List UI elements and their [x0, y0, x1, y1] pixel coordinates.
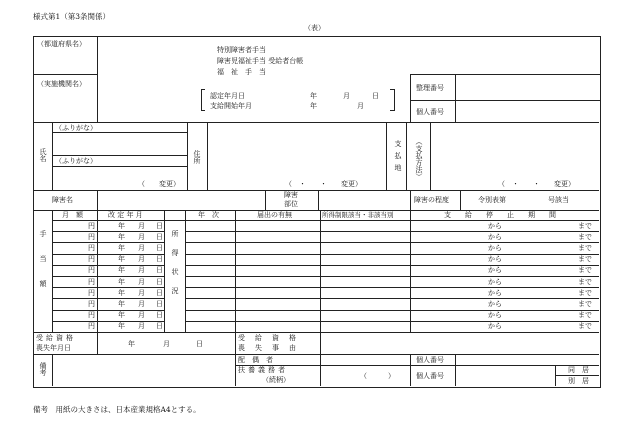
row-year: 年: [118, 288, 125, 297]
relation-label: （続柄）: [262, 376, 290, 384]
allowance-vertical: 手当額: [39, 230, 47, 305]
row-yen: 円: [88, 243, 95, 252]
row-from: から: [488, 266, 502, 275]
row-year: 年: [118, 277, 125, 286]
row-month: 月: [138, 288, 145, 297]
disability-name-label: 障害名: [52, 196, 73, 204]
row-month: 月: [138, 322, 145, 331]
row-year: 年: [118, 322, 125, 331]
cert-date-label: 認定年月日: [210, 92, 245, 100]
furigana-2: （ふりがな）: [55, 157, 97, 165]
cert-year: 年: [310, 92, 317, 100]
name-change: （ 変更）: [138, 180, 180, 188]
title-line-1: 特別障害者手当: [217, 46, 266, 54]
row-from: から: [488, 288, 502, 297]
suspension-header: 支 給 停 止 期 間: [444, 211, 556, 219]
form-number: 様式第1（第3条関係）: [33, 12, 111, 21]
row-from: から: [488, 232, 502, 241]
row-day: 日: [156, 255, 163, 264]
row-day: 日: [156, 266, 163, 275]
spouse-personal-no: 個人番号: [416, 356, 444, 364]
income-vertical: 所得状況: [171, 230, 179, 306]
row-day: 日: [156, 232, 163, 241]
row-year: 年: [118, 232, 125, 241]
spouse-label: 配 偶 者: [238, 356, 273, 364]
row-year: 年: [118, 266, 125, 275]
disability-degree-label: 障害の程度: [414, 196, 449, 204]
row-yen: 円: [88, 255, 95, 264]
row-day: 日: [156, 288, 163, 297]
qual-day: 日: [196, 340, 203, 348]
income-limit-header: 所得制限該当・非該当別: [322, 211, 394, 219]
row-day: 日: [156, 243, 163, 252]
title-line-3: 福 祉 手 当: [217, 68, 266, 76]
cert-month: 月: [343, 92, 350, 100]
row-from: から: [488, 299, 502, 308]
row-month: 月: [138, 277, 145, 286]
ref-no-label: 整理番号: [416, 84, 444, 92]
row-to: まで: [578, 266, 592, 275]
separate-label: 別 居: [568, 377, 589, 385]
row-from: から: [488, 311, 502, 320]
row-month: 月: [138, 266, 145, 275]
dependent-personal-no: 個人番号: [416, 372, 444, 380]
row-yen: 円: [88, 232, 95, 241]
row-year: 年: [118, 299, 125, 308]
row-year: 年: [118, 221, 125, 230]
remarks-label: 備考: [39, 362, 47, 376]
row-to: まで: [578, 311, 592, 320]
row-from: から: [488, 221, 502, 230]
row-to: まで: [578, 288, 592, 297]
qual-date-label: 受給資格: [36, 334, 76, 342]
table-ref-label: 令別表第: [478, 196, 506, 204]
row-month: 月: [138, 311, 145, 320]
row-yen: 円: [88, 322, 95, 331]
row-to: まで: [578, 221, 592, 230]
relation-paren: （ ）: [360, 372, 395, 380]
row-day: 日: [156, 221, 163, 230]
qual-year: 年: [128, 340, 135, 348]
furigana-1: （ふりがな）: [55, 124, 97, 132]
row-yen: 円: [88, 221, 95, 230]
notification-header: 届出の有無: [257, 211, 292, 219]
pay-start-label: 支給開始年月: [210, 102, 252, 110]
qual-reason-label: 受給資格: [238, 334, 306, 342]
row-yen: 円: [88, 266, 95, 275]
row-yen: 円: [88, 311, 95, 320]
row-to: まで: [578, 255, 592, 264]
row-to: まで: [578, 277, 592, 286]
row-year: 年: [118, 255, 125, 264]
footer-note: 備考 用紙の大きさは、日本産業規格A4とする。: [33, 405, 201, 414]
pay-change: （ ・ ・ 変更）: [498, 180, 575, 188]
title-line-2: 障害児福祉手当 受給者台帳: [217, 57, 304, 65]
row-yen: 円: [88, 288, 95, 297]
prefecture-label: （都道府県名）: [37, 40, 86, 48]
row-month: 月: [138, 299, 145, 308]
address-label: 住所: [193, 150, 201, 164]
item-label: 号該当: [548, 196, 569, 204]
loss-date-label: 喪失年月日: [36, 344, 71, 352]
row-year: 年: [118, 243, 125, 252]
revision-header: 改 定 年 月: [108, 211, 143, 219]
row-month: 月: [138, 232, 145, 241]
row-to: まで: [578, 243, 592, 252]
pay-start-year: 年: [310, 102, 317, 110]
row-from: から: [488, 322, 502, 331]
loss-reason-label: 喪失事由: [238, 344, 306, 352]
year-header: 年 次: [198, 211, 219, 219]
monthly-amount-header: 月 額: [62, 211, 83, 219]
pay-method-label: （支払方法）: [415, 138, 423, 180]
row-month: 月: [138, 221, 145, 230]
address-change: （ ・ ・ 変更）: [285, 180, 362, 188]
qual-month: 月: [163, 340, 170, 348]
cohabit-label: 同 居: [568, 366, 589, 374]
row-to: まで: [578, 232, 592, 241]
pay-location-label: 支払地: [394, 140, 402, 176]
row-month: 月: [138, 243, 145, 252]
form-side: （表）: [304, 24, 325, 32]
row-day: 日: [156, 299, 163, 308]
row-yen: 円: [88, 277, 95, 286]
cert-day: 日: [372, 92, 379, 100]
institution-label: （実施機関名）: [37, 80, 86, 88]
row-to: まで: [578, 299, 592, 308]
row-year: 年: [118, 311, 125, 320]
row-month: 月: [138, 255, 145, 264]
row-from: から: [488, 243, 502, 252]
dependent-label: 扶養義務者: [238, 366, 288, 374]
pay-start-month: 月: [357, 102, 364, 110]
row-day: 日: [156, 311, 163, 320]
name-label: 氏名: [39, 148, 47, 162]
top-personal-no-label: 個人番号: [416, 108, 444, 116]
row-day: 日: [156, 322, 163, 331]
row-from: から: [488, 277, 502, 286]
row-from: から: [488, 255, 502, 264]
row-to: まで: [578, 322, 592, 331]
row-day: 日: [156, 277, 163, 286]
row-yen: 円: [88, 299, 95, 308]
disability-site-label: 障害部位: [284, 191, 298, 208]
